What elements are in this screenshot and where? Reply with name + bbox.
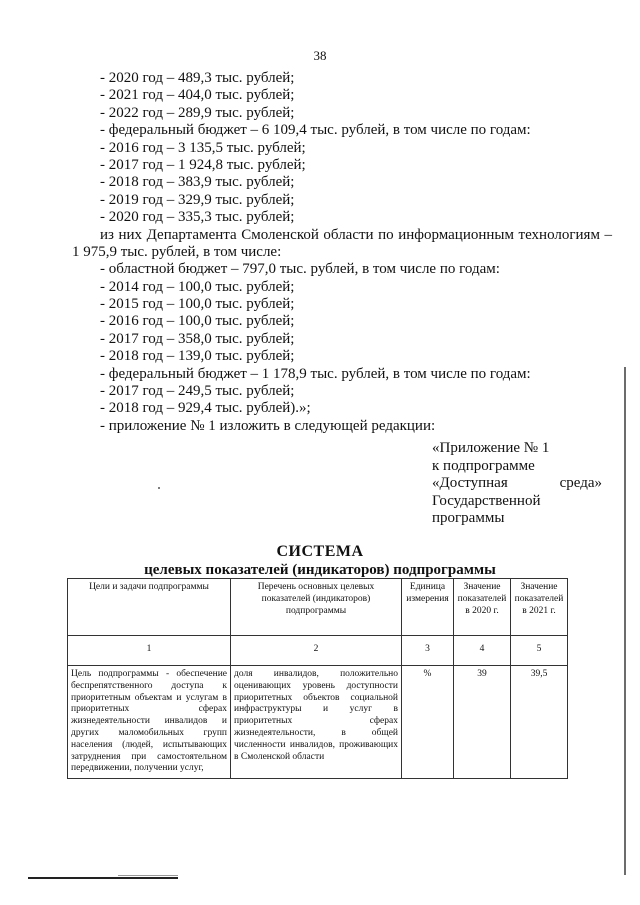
page-number: 38 [313,48,327,63]
appendix-line [432,475,602,493]
table-header-cell: Перечень основных целевых показателей (индикаторов) подпрограммы [231,579,402,636]
section-title: СИСТЕМА [276,543,364,560]
footnote-rule-faint [118,875,178,876]
indicator-cell: доля инвалидов, положительно оценивающих уровень доступности приоритетных объектов социальной инфраструктуры и услуг в приоритетных сферах жизнедеятельности, в общей численности инвалидов, проживающих в Смоленской области [231,666,402,779]
body-text [72,70,612,435]
unit-cell: % [402,666,454,779]
text-line: - федеральный бюджет – 6 109,4 тыс. рублей, в том числе по годам: [100,122,531,139]
table-header-cell: Значение показателей в 2020 г. [454,579,511,636]
footnote-rule [28,877,178,879]
text-line: - 2017 год – 358,0 тыс. рублей; [100,330,295,347]
text-line: - 2020 год – 335,3 тыс. рублей; [100,209,295,226]
text-line: - 2016 год – 100,0 тыс. рублей; [100,313,295,330]
scan-speck [158,487,160,489]
text-line: - 2016 год – 3 135,5 тыс. рублей; [100,139,306,156]
text-line: - 2022 год – 289,9 тыс. рублей; [100,104,295,121]
text-line: - 2014 год – 100,0 тыс. рублей; [100,278,295,295]
value-2020-cell: 39 [454,666,511,779]
text-line: - 2018 год – 929,4 тыс. рублей).»; [100,400,311,417]
appendix-word: среда» [559,475,602,492]
appendix-line: программы [432,510,505,527]
column-number: 5 [511,636,568,666]
text-line: 1 975,9 тыс. рублей, в том числе: [72,243,282,260]
appendix-line: Государственной [432,492,541,509]
section-subtitle: целевых показателей (индикаторов) подпрограммы [144,562,496,578]
column-number: 4 [454,636,511,666]
text-line: - 2015 год – 100,0 тыс. рублей; [100,296,295,313]
text-line: - 2017 год – 249,5 тыс. рублей; [100,383,295,400]
table-header-cell: Значение показателей в 2021 г. [511,579,568,636]
appendix-line: «Приложение № 1 [432,440,550,456]
column-number: 3 [402,636,454,666]
text-line: - 2018 год – 139,0 тыс. рублей; [100,348,295,365]
column-number: 1 [68,636,231,666]
appendix-line: к подпрограмме [432,457,535,474]
text-line: - 2021 год – 404,0 тыс. рублей; [100,87,295,104]
column-number: 2 [231,636,402,666]
text-line: - 2018 год – 383,9 тыс. рублей; [100,174,295,191]
table-header-cell: Единица измерения [402,579,454,636]
text-line: - 2019 год – 329,9 тыс. рублей; [100,191,295,208]
text-line: - 2017 год – 1 924,8 тыс. рублей; [100,156,306,173]
text-line: - 2020 год – 489,3 тыс. рублей; [100,70,295,86]
appendix-word: «Доступная [432,475,508,492]
table-number-row [68,636,568,666]
text-line: - приложение № 1 изложить в следующей редакции: [100,417,436,434]
table-header-cell: Цели и задачи подпрограммы [68,579,231,636]
indicators-table [67,578,568,779]
value-2021-cell: 39,5 [511,666,568,779]
text-line: - областной бюджет – 797,0 тыс. рублей, в том числе по годам: [100,261,500,278]
table-row [68,666,568,779]
text-line: - федеральный бюджет – 1 178,9 тыс. рублей, в том числе по годам: [100,365,531,382]
table-header-row [68,579,568,636]
goal-cell: Цель подпрограммы - обеспечение беспрепятственного доступа к приоритетным объектам и услугам в приоритетных сферах жизнедеятельности инвалидов и других маломобильных групп населения (людей, испытывающих затруднения при самостоятельном передвижении, получении услуг, [68,666,231,779]
scan-edge-line [624,367,626,875]
appendix-reference [432,440,602,528]
text-line: из них Департамента Смоленской области по информационным технологиям – [100,226,612,243]
